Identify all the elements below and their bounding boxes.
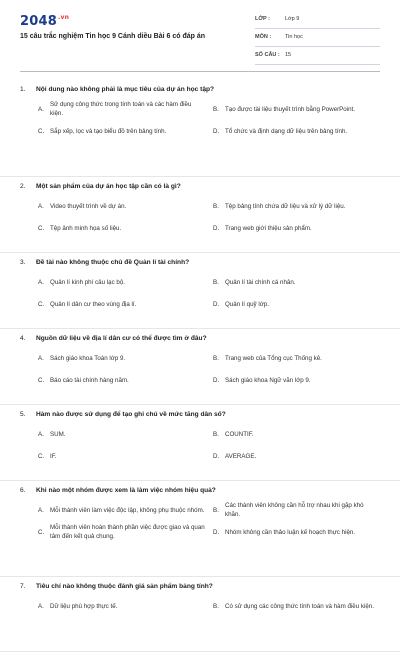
- question-number: 2.: [20, 183, 26, 190]
- header-divider: [20, 71, 380, 72]
- option-a[interactable]: [38, 347, 205, 369]
- question-1: [0, 80, 400, 177]
- question-7: [0, 577, 400, 652]
- question-text: Nguồn dữ liệu về địa lí dân cư có thể được tìm ở đâu?: [36, 335, 207, 342]
- option-text: Mỗi thành viên làm việc độc lập, không phụ thuộc nhóm.: [50, 506, 205, 514]
- option-letter: A.: [38, 278, 44, 286]
- question-text: Nội dung nào không phải là mục tiêu của dự án học tập?: [36, 86, 215, 93]
- option-letter: A.: [38, 105, 44, 113]
- info-row-count: [255, 47, 380, 65]
- option-text: Sách giáo khoa Toán lớp 9.: [50, 354, 126, 362]
- option-letter: C.: [38, 224, 45, 232]
- option-text: IF.: [50, 452, 57, 460]
- option-text: Trang web của Tổng cục Thống kê.: [225, 354, 322, 362]
- option-d[interactable]: [213, 369, 380, 391]
- logo-suffix: .vn: [57, 14, 70, 21]
- option-letter: D.: [213, 452, 220, 460]
- info-value: Tin học: [285, 34, 303, 40]
- option-letter: D.: [213, 376, 220, 384]
- question-6: [0, 481, 400, 577]
- option-letter: B.: [213, 278, 219, 286]
- option-text: Tệp bảng tính chứa dữ liệu và xử lý dữ liệu.: [225, 202, 346, 210]
- option-a[interactable]: [38, 98, 205, 120]
- option-d[interactable]: [213, 217, 380, 239]
- option-letter: A.: [38, 202, 44, 210]
- option-letter: A.: [38, 506, 44, 514]
- option-letter: C.: [38, 452, 45, 460]
- option-b[interactable]: [213, 347, 380, 369]
- option-d[interactable]: [213, 120, 380, 142]
- info-box: [255, 11, 380, 65]
- option-text: Nhóm không cần thảo luận kế hoạch thực hiện.: [225, 528, 356, 536]
- option-text: Tệp ảnh minh họa số liệu.: [50, 224, 122, 232]
- option-letter: D.: [213, 127, 220, 135]
- option-text: Quản lí kinh phí câu lạc bộ.: [50, 278, 125, 286]
- option-text: Sắp xếp, lọc và tạo biểu đồ trên bảng tính.: [50, 127, 167, 135]
- option-b[interactable]: [213, 423, 380, 445]
- option-c[interactable]: [38, 369, 205, 391]
- option-c[interactable]: [38, 521, 205, 543]
- option-a[interactable]: [38, 499, 205, 521]
- option-letter: B.: [213, 506, 219, 514]
- option-text: Báo cáo tài chính hàng năm.: [50, 376, 129, 384]
- question-number: 4.: [20, 335, 26, 342]
- page-header: [0, 0, 400, 66]
- question-text: Đề tài nào không thuộc chủ đề Quản lí tài chính?: [36, 259, 190, 266]
- question-number: 3.: [20, 259, 26, 266]
- option-text: SUM.: [50, 430, 66, 438]
- option-letter: C.: [38, 528, 45, 536]
- info-key: SỐ CÂU :: [255, 52, 280, 58]
- option-text: COUNTIF.: [225, 430, 254, 438]
- option-b[interactable]: [213, 271, 380, 293]
- question-number: 7.: [20, 583, 26, 590]
- option-d[interactable]: [213, 445, 380, 467]
- option-c[interactable]: [38, 445, 205, 467]
- site-logo[interactable]: [20, 14, 69, 29]
- info-row-subject: [255, 29, 380, 47]
- option-b[interactable]: [213, 499, 380, 521]
- option-text: Tạo được tài liệu thuyết trình bằng PowerPoint.: [225, 105, 355, 113]
- option-c[interactable]: [38, 217, 205, 239]
- info-key: LỚP :: [255, 16, 270, 22]
- option-letter: A.: [38, 602, 44, 610]
- question-text: Một sản phẩm của dự án học tập cần có là gì?: [36, 183, 181, 190]
- page-title: 15 câu trắc nghiệm Tin học 9 Cánh diều Bài 6 có đáp án: [20, 33, 206, 40]
- option-letter: C.: [38, 127, 45, 135]
- question-number: 6.: [20, 487, 26, 494]
- option-a[interactable]: [38, 423, 205, 445]
- info-key: MÔN :: [255, 34, 272, 40]
- option-c[interactable]: [38, 293, 205, 315]
- option-b[interactable]: [213, 195, 380, 217]
- option-b[interactable]: [213, 98, 380, 120]
- question-list: [0, 80, 400, 652]
- option-letter: B.: [213, 602, 219, 610]
- option-letter: D.: [213, 528, 220, 536]
- option-text: Các thành viên không cần hỗ trợ nhau khi gặp khó khăn.: [225, 502, 364, 518]
- option-text: Mỗi thành viên hoàn thành phần việc được giao và quan tâm đến kết quả chung.: [50, 524, 205, 540]
- option-letter: B.: [213, 202, 219, 210]
- option-letter: C.: [38, 300, 45, 308]
- option-d[interactable]: [213, 521, 380, 543]
- option-letter: B.: [213, 105, 219, 113]
- option-text: Sách giáo khoa Ngữ văn lớp 9.: [225, 376, 311, 384]
- question-number: 5.: [20, 411, 26, 418]
- option-letter: B.: [213, 354, 219, 362]
- option-letter: A.: [38, 354, 44, 362]
- option-text: Quản lí tài chính cá nhân.: [225, 278, 296, 286]
- logo-text: 2048: [20, 14, 57, 29]
- question-3: [0, 253, 400, 329]
- question-text: Tiêu chí nào không thuộc đánh giá sản phẩm bảng tính?: [36, 583, 213, 590]
- option-d[interactable]: [213, 293, 380, 315]
- option-c[interactable]: [38, 120, 205, 142]
- option-text: Trang web giới thiệu sản phẩm.: [225, 224, 312, 232]
- option-text: Tổ chức và định dạng dữ liệu trên bảng tính.: [225, 127, 348, 135]
- info-value: 15: [285, 52, 292, 58]
- question-5: [0, 405, 400, 481]
- option-text: Sử dụng công thức trong tính toán và các hàm điều kiện.: [50, 101, 192, 117]
- option-b[interactable]: [213, 595, 380, 617]
- option-text: Dữ liệu phù hợp thực tế.: [50, 602, 118, 610]
- option-letter: A.: [38, 430, 44, 438]
- option-text: Video thuyết trình về dự án.: [50, 202, 127, 210]
- option-text: Quản lí quỹ lớp.: [225, 300, 269, 308]
- info-value: Lớp 9: [285, 16, 300, 22]
- question-number: 1.: [20, 86, 26, 93]
- question-text: Hàm nào được sử dụng để tạo ghi chú về mức tăng dân số?: [36, 411, 226, 418]
- option-text: Quản lí dân cư theo vùng địa lí.: [50, 300, 137, 308]
- option-text: AVERAGE.: [225, 452, 257, 460]
- option-a[interactable]: [38, 271, 205, 293]
- option-letter: D.: [213, 224, 220, 232]
- option-a[interactable]: [38, 195, 205, 217]
- question-4: [0, 329, 400, 405]
- question-2: [0, 177, 400, 253]
- option-letter: D.: [213, 300, 220, 308]
- option-letter: B.: [213, 430, 219, 438]
- option-a[interactable]: [38, 595, 205, 617]
- question-text: Khi nào một nhóm được xem là làm việc nhóm hiệu quả?: [36, 487, 216, 494]
- info-row-grade: [255, 11, 380, 29]
- option-text: Có sử dụng các công thức tính toán và hàm điều kiện.: [225, 602, 374, 610]
- option-letter: C.: [38, 376, 45, 384]
